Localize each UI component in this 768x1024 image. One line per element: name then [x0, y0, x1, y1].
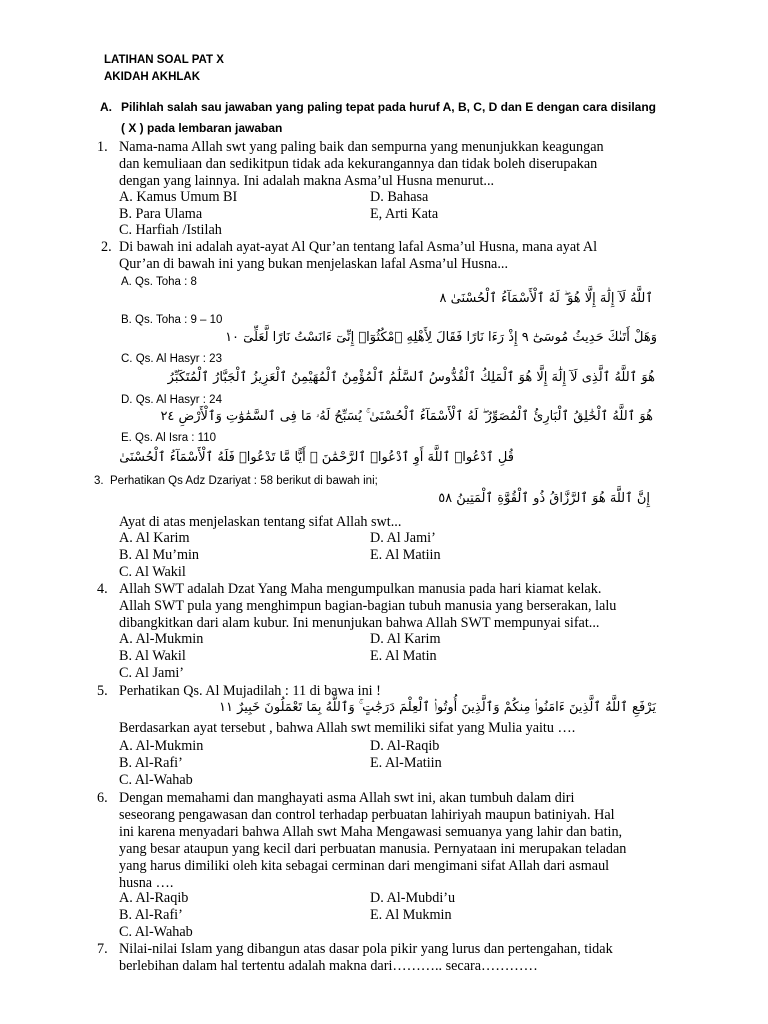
q5-option-b[interactable]: B. Al-Rafi’	[119, 755, 183, 771]
q4-number: 4.	[97, 581, 108, 597]
q2-line: Di bawah ini adalah ayat-ayat Al Qur’an tentang lafal Asma’ul Husna, mana ayat Al	[119, 239, 598, 255]
q7-line: Nilai-nilai Islam yang dibangun atas dasar pola pikir yang lurus dan pertengahan, tidak	[119, 941, 613, 957]
q1-line: dengan yang lainnya. Ini adalah makna Asma’ul Husna menurut...	[119, 173, 495, 189]
q2-ayat-d: هُوَ ٱللَّهُ ٱلْخَٰلِقُ ٱلْبَارِئُ ٱلْمُصَوِّرُ ۖ لَهُ ٱلْأَسْمَآءُ ٱلْحُسْنَىٰ ۚ يُسَبِّحُ لَهُۥ مَا فِى ٱلسَّمَٰوَٰتِ وَٱلْأَرْضِ ٢٤	[160, 409, 653, 424]
q4-line: Allah SWT adalah Dzat Yang Maha mengumpulkan manusia pada hari kiamat kelak.	[119, 581, 602, 597]
q1-line: dan kemuliaan dan sedikitpun tidak ada kekurangannya dan tidak boleh diserupakan	[119, 156, 598, 172]
q6-number: 6.	[97, 790, 108, 806]
q1-option-d[interactable]: D. Bahasa	[370, 189, 429, 205]
q2-option-c[interactable]: C. Qs. Al Hasyr : 23	[121, 353, 222, 365]
q6-option-e[interactable]: E. Al Mukmin	[370, 907, 452, 923]
q4-line: Allah SWT pula yang menghimpun bagian-bagian tubuh manusia yang berserakan, lalu	[119, 598, 617, 614]
q3-number: 3.	[94, 475, 104, 487]
instruction-letter: A.	[100, 100, 112, 114]
q4-option-e[interactable]: E. Al Matin	[370, 648, 437, 664]
q6-line: husna ….	[119, 875, 174, 891]
q1-line: Nama-nama Allah swt yang paling baik dan sempurna yang menunjukkan keagungan	[119, 139, 604, 155]
q3-option-d[interactable]: D. Al Jami’	[370, 530, 436, 546]
q2-line: Qur’an di bawah ini yang bukan menjelaskan lafal Asma’ul Husna...	[119, 256, 508, 272]
q5-option-c[interactable]: C. Al-Wahab	[119, 772, 193, 788]
q6-line: seseorang pengawasan dan control terhadap perbuatan lahiriyah maupun batiniyah. Hal	[119, 807, 615, 823]
q4-option-c[interactable]: C. Al Jami’	[119, 665, 185, 681]
q6-line: yang besar ataupun yang kecil dari perbuatan manusia. Pernyataan ini merupakan teladan	[119, 841, 627, 857]
header-title: LATIHAN SOAL PAT X	[104, 54, 224, 66]
q5-option-e[interactable]: E. Al-Matiin	[370, 755, 442, 771]
instruction-line-1: Pilihlah salah sau jawaban yang paling tepat pada huruf A, B, C, D dan E dengan cara disilang	[121, 100, 656, 114]
q2-option-a[interactable]: A. Qs. Toha : 8	[121, 276, 197, 288]
q7-line: berlebihan dalam hal tertentu adalah makna dari……….. secara…………	[119, 958, 538, 974]
q5-question: Berdasarkan ayat tersebut , bahwa Allah swt memiliki sifat yang Mulia yaitu ….	[119, 720, 576, 736]
q6-line: yang harus dimiliki oleh kita sebagai cerminan dari mengimani sifat Allah dari asmaul	[119, 858, 610, 874]
q1-option-e[interactable]: E, Arti Kata	[370, 206, 439, 222]
q6-option-d[interactable]: D. Al-Mubdi’u	[370, 890, 456, 906]
q1-number: 1.	[97, 139, 108, 155]
q6-line: Dengan memahami dan manghayati asma Allah swt ini, akan tumbuh dalam diri	[119, 790, 575, 806]
q2-option-b[interactable]: B. Qs. Toha : 9 – 10	[121, 314, 223, 326]
q3-option-a[interactable]: A. Al Karim	[119, 530, 190, 546]
q2-ayat-e: قُلِ ٱدْعُوا۟ ٱللَّهَ أَوِ ٱدْعُوا۟ ٱلرَّحْمَٰنَ ۖ أَيًّا مَّا تَدْعُوا۟ فَلَهُ ٱلْأَسْمَآءُ ٱلْحُسْنَىٰ	[119, 450, 514, 465]
q5-ayat: يَرْفَعِ ٱللَّهُ ٱلَّذِينَ ءَامَنُوا۟ مِنكُمْ وَٱلَّذِينَ أُوتُوا۟ ٱلْعِلْمَ دَرَجَٰتٍ ۚ وَٱللَّهُ بِمَا تَعْمَلُونَ خَبِيرٌ ١١	[219, 700, 656, 715]
q4-option-a[interactable]: A. Al-Mukmin	[119, 631, 204, 647]
q2-number: 2.	[101, 239, 112, 255]
q6-line: ini karena menyadari bahwa Allah swt Maha Mengawasi semuanya yang lahir dan batin,	[119, 824, 623, 840]
q2-ayat-b: وَهَلْ أَتَىٰكَ حَدِيثُ مُوسَىٰٓ ٩ إِذْ رَءَا نَارًا فَقَالَ لِأَهْلِهِ ٱمْكُثُوٓا۟ إِنِّىٓ ءَانَسْتُ نَارًا لَّعَلِّىٓ ١٠	[225, 330, 657, 345]
q3-ayat: إِنَّ ٱللَّهَ هُوَ ٱلرَّزَّاقُ ذُو ٱلْقُوَّةِ ٱلْمَتِينُ ٥٨	[438, 491, 650, 506]
q6-option-b[interactable]: B. Al-Rafi’	[119, 907, 183, 923]
instruction-line-2: ( X ) pada lembaran jawaban	[121, 121, 283, 135]
q2-option-d[interactable]: D. Qs. Al Hasyr : 24	[121, 394, 222, 406]
q1-option-a[interactable]: A. Kamus Umum BI	[119, 189, 238, 205]
q5-option-d[interactable]: D. Al-Raqib	[370, 738, 440, 754]
q3-line: Perhatikan Qs Adz Dzariyat : 58 berikut di bawah ini;	[110, 475, 378, 487]
header-subject: AKIDAH AKHLAK	[104, 71, 201, 83]
q2-ayat-a: ٱللَّهُ لَآ إِلَٰهَ إِلَّا هُوَ ۖ لَهُ ٱلْأَسْمَآءُ ٱلْحُسْنَىٰ ٨	[439, 291, 653, 306]
q2-ayat-c: هُوَ ٱللَّهُ ٱلَّذِى لَآ إِلَٰهَ إِلَّا هُوَ ٱلْمَلِكُ ٱلْقُدُّوسُ ٱلسَّلَٰمُ ٱلْمُؤْمِنُ ٱلْمُهَيْمِنُ ٱلْعَزِيزُ ٱلْجَبَّارُ ٱلْمُتَكَبِّرُ	[167, 370, 655, 385]
q7-number: 7.	[97, 941, 108, 957]
q5-line: Perhatikan Qs. Al Mujadilah : 11 di bawa ini !	[119, 683, 381, 699]
q3-question: Ayat di atas menjelaskan tentang sifat Allah swt...	[119, 514, 402, 530]
q6-option-a[interactable]: A. Al-Raqib	[119, 890, 189, 906]
q1-option-c[interactable]: C. Harfiah /Istilah	[119, 222, 222, 238]
q5-option-a[interactable]: A. Al-Mukmin	[119, 738, 204, 754]
q3-option-e[interactable]: E. Al Matiin	[370, 547, 441, 563]
q6-option-c[interactable]: C. Al-Wahab	[119, 924, 193, 940]
q2-option-e[interactable]: E. Qs. Al Isra : 110	[121, 432, 217, 444]
q5-number: 5.	[97, 683, 108, 699]
q1-option-b[interactable]: B. Para Ulama	[119, 206, 203, 222]
q3-option-c[interactable]: C. Al Wakil	[119, 564, 186, 580]
q3-option-b[interactable]: B. Al Mu’min	[119, 547, 200, 563]
q4-line: dibangkitkan dari alam kubur. Ini menunjukan bahwa Allah SWT mempunyai sifat...	[119, 615, 600, 631]
q4-option-b[interactable]: B. Al Wakil	[119, 648, 186, 664]
q4-option-d[interactable]: D. Al Karim	[370, 631, 441, 647]
